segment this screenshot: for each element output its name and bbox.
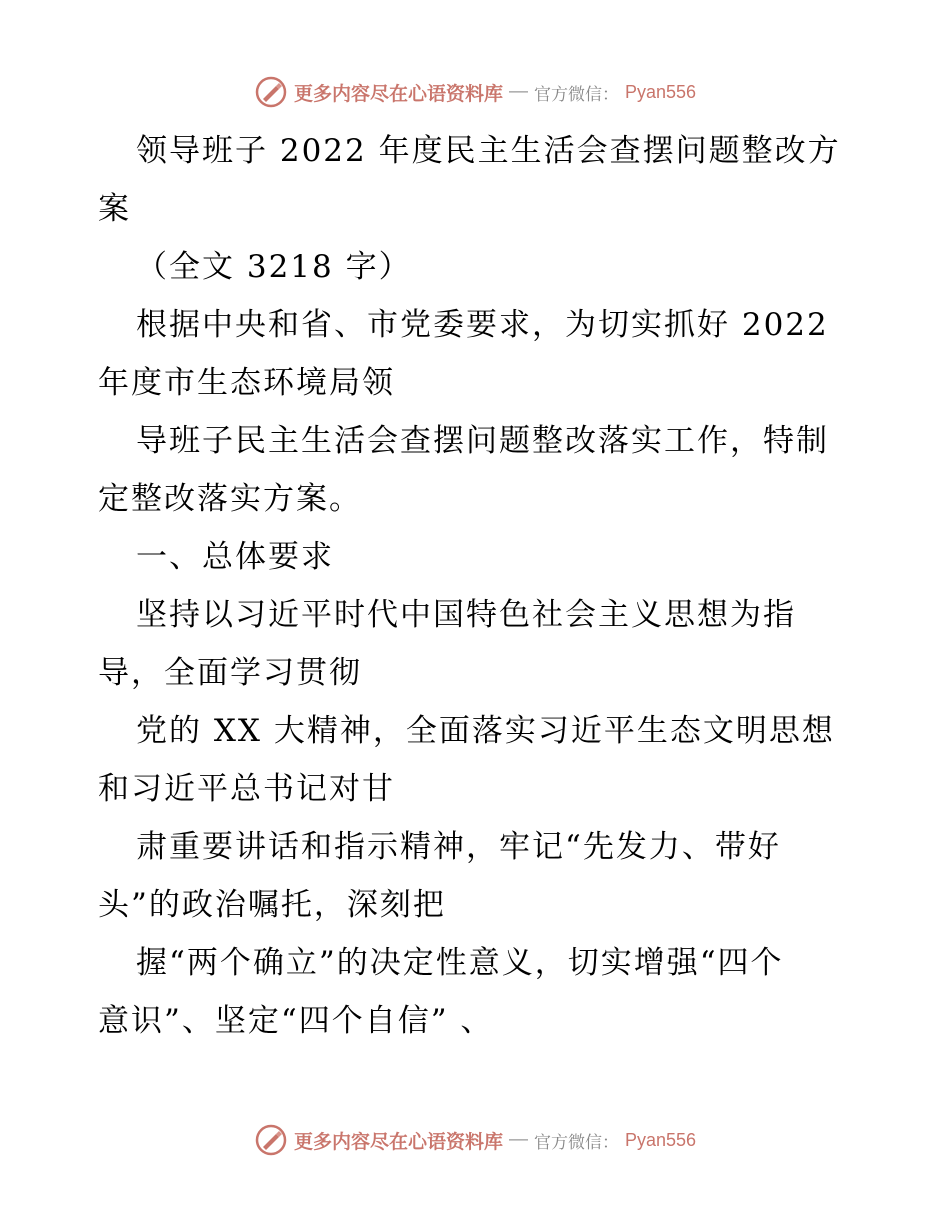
document-line: 头”的政治嘱托，深刻把 <box>98 887 446 923</box>
document-line: 定整改落实方案。 <box>98 481 362 517</box>
document-line: 一、总体要求 <box>136 539 334 575</box>
watermark-dash: — <box>508 1129 528 1150</box>
document-line: 肃重要讲话和指示精神，牢记“先发力、带好 <box>136 829 781 865</box>
document-line: 年度市生态环境局领 <box>98 365 395 401</box>
watermark-text: 更多内容尽在心语资料库 <box>293 1130 503 1153</box>
pen-logo-icon <box>254 75 288 109</box>
document-line: 根据中央和省、市党委要求，为切实抓好 2022 <box>136 307 829 343</box>
watermark-wechat-id: Pyan556 <box>624 1129 697 1150</box>
document-line: 坚持以习近平时代中国特色社会主义思想为指 <box>136 597 796 633</box>
watermark-official-label: 官方微信： <box>533 84 619 105</box>
document-line: 导班子民主生活会查摆问题整改落实工作，特制 <box>136 423 829 459</box>
footer-watermark <box>0 1120 950 1160</box>
watermark-text: 更多内容尽在心语资料库 <box>293 82 503 105</box>
header-watermark <box>0 72 950 112</box>
document-line: 意识”、坚定“四个自信” 、 <box>98 1003 494 1039</box>
document-line: 领导班子 2022 年度民主生活会查摆问题整改方 <box>136 133 841 169</box>
document-line: 案 <box>98 191 131 227</box>
document-line: 党的 XX 大精神，全面落实习近平生态文明思想 <box>136 713 835 749</box>
pen-logo-icon <box>254 1123 288 1157</box>
watermark-wechat-id: Pyan556 <box>624 81 697 102</box>
document-line: （全文 3218 字） <box>136 249 412 285</box>
document-body <box>98 122 858 1050</box>
document-line: 和习近平总书记对甘 <box>98 771 395 807</box>
watermark-official-label: 官方微信： <box>533 1132 619 1153</box>
watermark-dash: — <box>508 81 528 102</box>
document-line: 握“两个确立”的决定性意义，切实增强“四个 <box>136 945 784 981</box>
document-line: 导，全面学习贯彻 <box>98 655 362 691</box>
